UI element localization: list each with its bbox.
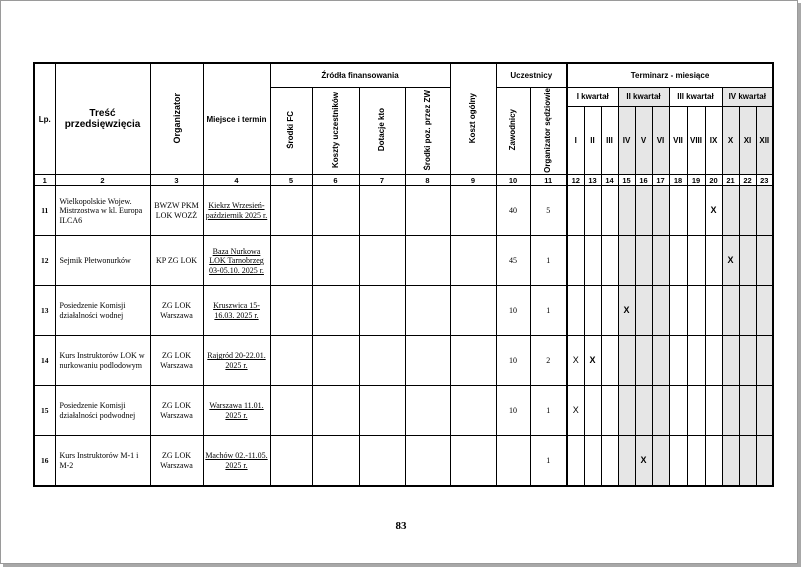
row-sedziowie: 1 [530,236,567,286]
financing-cell [405,236,450,286]
header-koszt-ogolny: Koszt ogólny [450,63,496,175]
month-cell [687,286,705,336]
row-lp-text: 11 [41,206,49,216]
month-cell [669,286,687,336]
row-sedziowie: 5 [530,186,567,236]
header-month: I [567,107,584,175]
column-number: 5 [270,175,312,186]
row-tresc [55,236,150,286]
table-row [34,436,773,486]
month-cell [687,186,705,236]
row-miejsce-text: Machów 02.-11.05. 2025 r. [205,451,268,470]
month-cell [687,436,705,486]
header-terminarz: Terminarz - miesiące [567,63,773,87]
row-tresc [55,386,150,436]
column-number: 1 [34,175,55,186]
financing-cell [405,386,450,436]
month-cell [618,236,635,286]
column-number: 2 [55,175,150,186]
header-kwartal-1: I kwartał [567,87,618,107]
header-srodki-zw: Środki poz. przez ZW [405,87,450,175]
month-cell [618,186,635,236]
row-sedziowie: 1 [530,386,567,436]
financing-cell [312,436,359,486]
financing-cell [359,386,405,436]
row-sedziowie: 1 [530,436,567,486]
column-number: 20 [705,175,722,186]
row-tresc-text: Posiedzenie Komisji działalności podwodnej [59,401,136,420]
row-zawodnicy: 40 [496,186,530,236]
row-miejsce [203,286,270,336]
month-mark: X [567,336,584,386]
header-lp: Lp. [34,63,55,175]
header-month: X [722,107,739,175]
month-cell [584,436,601,486]
row-organizator-text: ZG LOK Warszawa [160,301,193,320]
row-lp [34,286,55,336]
month-cell [601,186,618,236]
column-number: 15 [618,175,635,186]
column-number: 16 [635,175,652,186]
table-row [34,286,773,336]
month-cell [669,336,687,386]
month-cell [687,236,705,286]
financing-cell [359,436,405,486]
month-cell [601,236,618,286]
month-mark: X [722,236,739,286]
month-cell [635,386,652,436]
row-zawodnicy: 45 [496,236,530,286]
financing-cell [270,436,312,486]
header-koszty-uczestnikow: Koszty uczestników [312,87,359,175]
financing-cell [405,286,450,336]
month-cell [635,286,652,336]
month-mark: X [618,286,635,336]
month-cell [756,436,773,486]
header-month: VI [652,107,669,175]
month-cell [618,386,635,436]
financing-cell [359,286,405,336]
financing-cell [312,286,359,336]
row-sedziowie: 1 [530,286,567,336]
row-organizator [150,386,203,436]
row-lp-text: 13 [41,306,49,316]
header-month: III [601,107,618,175]
month-cell [652,386,669,436]
page-number: 83 [395,520,407,532]
financing-cell [450,386,496,436]
column-number: 23 [756,175,773,186]
financing-cell [270,336,312,386]
column-number: 21 [722,175,739,186]
table-row [34,386,773,436]
row-organizator-text: ZG LOK Warszawa [160,351,193,370]
header-kwartal-4: IV kwartał [722,87,773,107]
month-cell [635,336,652,386]
column-number: 3 [150,175,203,186]
month-cell [687,386,705,436]
month-cell [669,436,687,486]
financing-cell [270,286,312,336]
month-cell [722,436,739,486]
row-tresc-text: Wielkopolskie Wojew. Mistrzostwa w kl. Europa ILCA6 [59,196,143,225]
month-cell [705,236,722,286]
row-organizator-text: BWZW PKM LOK WOZŻ [154,201,199,220]
month-cell [669,236,687,286]
header-month: VII [669,107,687,175]
month-cell [584,236,601,286]
row-miejsce [203,436,270,486]
month-mark: X [567,386,584,436]
row-lp [34,186,55,236]
month-cell [705,386,722,436]
row-tresc-text: Posiedzenie Komisji działalności wodnej [59,301,126,320]
month-cell [722,336,739,386]
table-row [34,186,773,236]
financing-cell [270,236,312,286]
row-lp-text: 14 [41,356,49,366]
header-month: XII [756,107,773,175]
month-cell [618,436,635,486]
header-organizator-sedziowie: Organizator sędziowie [530,87,567,175]
header-zrodla: Źródła finansowania [270,63,450,87]
month-cell [756,286,773,336]
header-month: IV [618,107,635,175]
financing-cell [359,186,405,236]
row-tresc [55,436,150,486]
column-number: 10 [496,175,530,186]
row-lp-text: 15 [41,406,49,416]
month-cell [652,286,669,336]
month-cell [652,436,669,486]
financing-cell [450,286,496,336]
financing-cell [312,236,359,286]
month-cell [739,436,756,486]
row-miejsce-text: Baza Nurkowa LOK Tarnobrzeg 03-05.10. 2025 r. [209,246,264,275]
month-cell [722,386,739,436]
month-cell [567,186,584,236]
financing-cell [312,186,359,236]
row-lp-text: 16 [41,455,49,465]
header-organizator: Organizator [150,63,203,175]
table-body [34,175,773,486]
column-number: 13 [584,175,601,186]
month-cell [687,336,705,386]
month-cell [669,386,687,436]
row-zawodnicy: 10 [496,386,530,436]
row-lp [34,386,55,436]
header-kwartal-2: II kwartał [618,87,669,107]
financing-cell [450,336,496,386]
table-row [34,336,773,386]
month-cell [567,436,584,486]
header-srodki-fc: Środki FC [270,87,312,175]
column-number: 4 [203,175,270,186]
financing-cell [359,236,405,286]
month-mark: X [584,336,601,386]
column-number: 11 [530,175,567,186]
month-cell [601,336,618,386]
header-month: VIII [687,107,705,175]
financing-cell [270,386,312,436]
row-miejsce-text: Kruszwica 15-16.03. 2025 r. [213,301,260,320]
header-zawodnicy: Zawodnicy [496,87,530,175]
header-month: V [635,107,652,175]
row-zawodnicy [496,436,530,486]
row-miejsce-text: Rajgród 20-22.01. 2025 r. [207,351,266,370]
header-kwartal-3: III kwartał [669,87,722,107]
header-month: II [584,107,601,175]
table-header [34,63,773,175]
row-tresc-text: Sejmik Płetwonurków [59,256,131,266]
month-cell [739,386,756,436]
row-tresc-text: Kurs Instruktorów LOK w nurkowaniu podlodowym [59,351,145,370]
column-number: 18 [669,175,687,186]
month-cell [584,186,601,236]
month-cell [567,286,584,336]
financing-cell [450,186,496,236]
row-miejsce [203,336,270,386]
row-lp-text: 12 [41,256,49,266]
month-cell [739,186,756,236]
month-cell [601,436,618,486]
row-organizator [150,336,203,386]
month-cell [652,336,669,386]
row-lp [34,236,55,286]
row-tresc [55,286,150,336]
row-zawodnicy: 10 [496,336,530,386]
row-sedziowie: 2 [530,336,567,386]
row-tresc [55,336,150,386]
financing-cell [359,336,405,386]
row-organizator-text: ZG LOK Warszawa [160,401,193,420]
header-month: IX [705,107,722,175]
column-number: 9 [450,175,496,186]
month-cell [601,386,618,436]
row-organizator [150,286,203,336]
header-uczestnicy: Uczestnicy [496,63,567,87]
row-tresc-text: Kurs Instruktorów M-1 i M-2 [59,451,139,470]
month-cell [739,236,756,286]
month-cell [722,286,739,336]
financing-cell [312,336,359,386]
month-cell [756,186,773,236]
financing-cell [405,436,450,486]
header-dotacje: Dotacje kto [359,87,405,175]
financing-cell [312,386,359,436]
column-number: 14 [601,175,618,186]
column-number: 19 [687,175,705,186]
month-mark: X [635,436,652,486]
month-cell [618,336,635,386]
header-month: XI [739,107,756,175]
row-lp [34,336,55,386]
month-cell [722,186,739,236]
financing-cell [270,186,312,236]
row-lp [34,436,55,486]
row-tresc [55,186,150,236]
header-miejsce: Miejsce i termin [203,63,270,175]
month-cell [584,386,601,436]
row-miejsce [203,186,270,236]
month-cell [584,286,601,336]
month-cell [669,186,687,236]
month-cell [739,286,756,336]
column-number: 6 [312,175,359,186]
row-organizator [150,436,203,486]
financing-cell [450,436,496,486]
financing-cell [405,186,450,236]
month-cell [705,286,722,336]
row-organizator [150,186,203,236]
month-cell [705,336,722,386]
month-cell [652,236,669,286]
row-organizator-text: KP ZG LOK [155,256,198,266]
month-mark: X [705,186,722,236]
row-miejsce-text: Kiekrz Wrzesień-październik 2025 r. [205,201,268,220]
row-miejsce-text: Warszawa 11.01. 2025 r. [209,401,264,420]
month-cell [652,186,669,236]
row-miejsce [203,386,270,436]
table-row [34,236,773,286]
column-number: 12 [567,175,584,186]
column-number: 22 [739,175,756,186]
financing-cell [450,236,496,286]
month-cell [705,436,722,486]
column-number: 17 [652,175,669,186]
row-zawodnicy: 10 [496,286,530,336]
month-cell [635,236,652,286]
financing-cell [405,336,450,386]
month-cell [635,186,652,236]
month-cell [756,336,773,386]
column-number-row [34,175,773,186]
month-cell [756,386,773,436]
row-miejsce [203,236,270,286]
row-organizator [150,236,203,286]
row-organizator-text: ZG LOK Warszawa [160,451,193,470]
schedule-table [33,62,774,487]
month-cell [756,236,773,286]
column-number: 8 [405,175,450,186]
month-cell [567,236,584,286]
column-number: 7 [359,175,405,186]
month-cell [601,286,618,336]
month-cell [739,336,756,386]
header-tresc: Treść przedsięwzięcia [55,63,150,175]
